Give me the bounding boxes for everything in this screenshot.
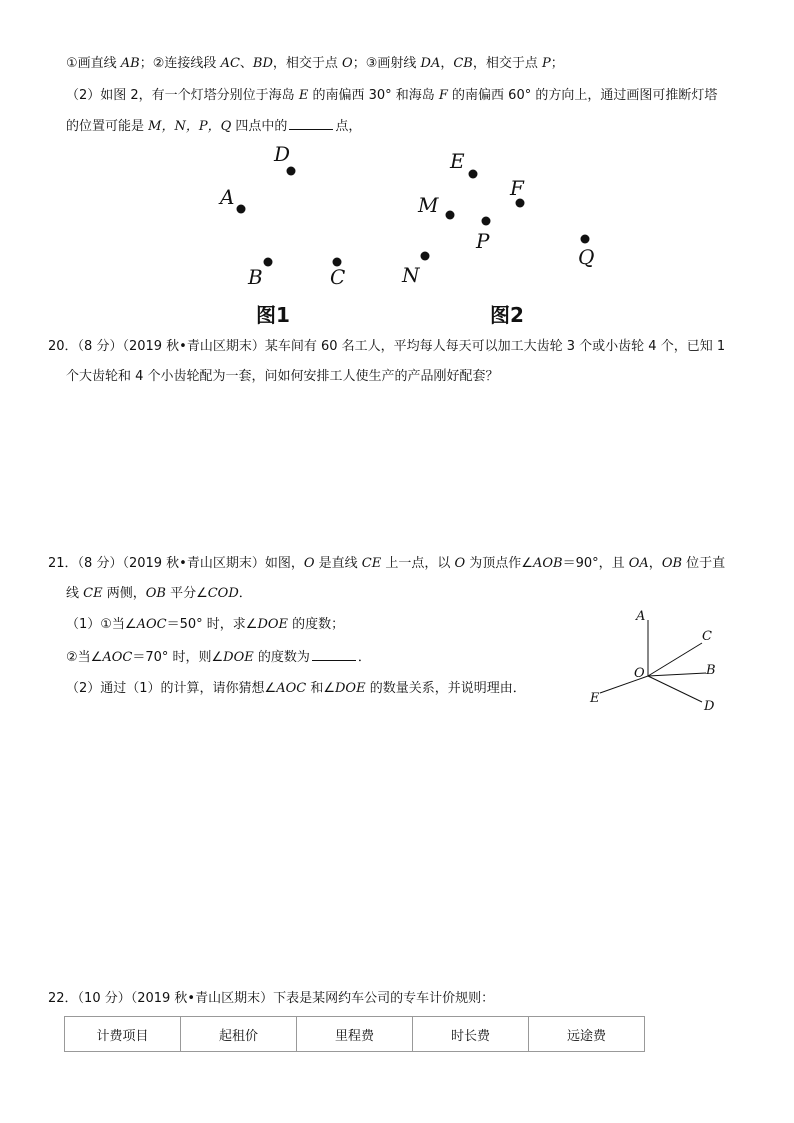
- figure-1-caption: 图1: [256, 303, 290, 327]
- label-e: E: [450, 149, 465, 173]
- text: 四点中的: [231, 119, 288, 134]
- text: 连接线段: [164, 56, 221, 71]
- table-header-cell: 时长费: [413, 1017, 529, 1052]
- point-d: [287, 167, 296, 176]
- q22-line-1: 22．（10 分）（2019 秋•青山区期末）下表是某网约车公司的专车计价规则：: [48, 991, 495, 1006]
- math-var: BD: [252, 56, 273, 71]
- table-header-cell: 计费项目: [65, 1017, 181, 1052]
- label-e: E: [590, 691, 600, 706]
- label-m: M: [418, 193, 439, 217]
- math-var: AB: [120, 56, 140, 71]
- text: ，: [648, 556, 662, 571]
- label-f: F: [510, 176, 524, 200]
- circled-number: ③: [365, 56, 378, 71]
- figure-2-caption: 图2: [490, 303, 524, 327]
- math-var: E: [298, 88, 309, 103]
- label-o: O: [634, 666, 645, 681]
- label-q: Q: [578, 245, 595, 269]
- q20-line-2: 个大齿轮和 4 个小齿轮配为一套，问如何安排工人使生产的产品刚好配套？: [66, 369, 499, 384]
- point-a: [237, 205, 246, 214]
- text: 上一点，以: [381, 556, 455, 571]
- point-q: [581, 235, 590, 244]
- ray-oc: [648, 643, 702, 676]
- label-b: B: [248, 265, 263, 289]
- math-var: M，N，P，Q: [148, 119, 232, 134]
- answer-blank[interactable]: [312, 648, 356, 661]
- math-var: AC: [220, 56, 240, 71]
- table-header-cell: 里程费: [297, 1017, 413, 1052]
- math-var: F: [438, 88, 448, 103]
- q19-figures: [0, 0, 794, 340]
- text: 平分∠: [165, 586, 208, 601]
- label-n: N: [402, 263, 420, 287]
- table-header-cell: 远途费: [529, 1017, 645, 1052]
- q21-figure: [580, 600, 740, 720]
- point-p: [482, 217, 491, 226]
- math-var: AOC: [136, 617, 167, 632]
- q21-part2: [66, 680, 526, 698]
- text: ，相交于点: [272, 56, 343, 71]
- math-var: OB: [661, 556, 683, 571]
- math-var: AOC: [102, 650, 133, 665]
- text: ；: [352, 56, 366, 71]
- table-header-cell: 起租价: [181, 1017, 297, 1052]
- q21-part1-1: [66, 616, 344, 634]
- point-e: [469, 170, 478, 179]
- label-c: C: [702, 629, 712, 644]
- text: 21．（8 分）（2019 秋•青山区期末）如图，: [48, 556, 304, 571]
- text: 的数量关系，并说明理由．: [365, 681, 526, 696]
- math-var: O: [342, 56, 353, 71]
- ray-ob: [648, 673, 706, 676]
- q21-part1-2: [66, 648, 371, 667]
- text: ．: [357, 650, 371, 665]
- text: 位于直: [682, 556, 726, 571]
- text: 和∠: [306, 681, 335, 696]
- text: 点，: [335, 119, 362, 134]
- math-var: DOE: [223, 650, 254, 665]
- circled-number: ②: [152, 56, 165, 71]
- math-var: AOB: [532, 556, 563, 571]
- text: 画射线: [377, 56, 421, 71]
- math-var: DOE: [257, 617, 289, 632]
- text: 画直线: [77, 56, 121, 71]
- text: 两侧，: [102, 586, 146, 601]
- q21-line-1: [48, 555, 725, 573]
- math-var: OA: [628, 556, 649, 571]
- text: 的度数；: [288, 617, 345, 632]
- point-n: [421, 252, 430, 261]
- text: （1）①当∠: [66, 617, 137, 632]
- table-row: [65, 1017, 645, 1052]
- text: ，: [440, 56, 454, 71]
- label-c: C: [330, 265, 346, 289]
- text: 线: [66, 586, 84, 601]
- math-var: CB: [453, 56, 473, 71]
- text: ．: [238, 586, 252, 601]
- label-b: B: [706, 663, 716, 678]
- text: ，相交于点: [472, 56, 542, 71]
- text: ＝70° 时，则∠: [132, 650, 224, 665]
- math-var: OB: [145, 586, 166, 601]
- text: 为顶点作∠: [465, 556, 533, 571]
- text: ；: [550, 56, 564, 71]
- label-d: D: [274, 142, 291, 166]
- text: （2）通过（1）的计算，请你猜想∠: [66, 681, 277, 696]
- q20-line-1: 20．（8 分）（2019 秋•青山区期末）某车间有 60 名工人，平均每人每天可以加工大齿轮 3 个或小齿轮 4 个，已知 1: [48, 339, 726, 354]
- figure-1: [218, 142, 345, 327]
- figure-2: [401, 149, 594, 327]
- math-var: O: [454, 556, 466, 571]
- text: ②当∠: [66, 650, 103, 665]
- math-var: COD: [207, 586, 239, 601]
- math-var: P: [542, 56, 551, 71]
- text: 的南偏西 30° 和海岛: [308, 88, 439, 103]
- text: ＝50° 时，求∠: [166, 617, 258, 632]
- text: 是直线: [314, 556, 362, 571]
- pricing-table: [64, 1016, 645, 1052]
- label-p: P: [476, 229, 490, 253]
- math-var: CE: [361, 556, 382, 571]
- text: 的位置可能是: [66, 119, 149, 134]
- ray-od: [648, 676, 702, 702]
- text: 、: [239, 56, 253, 71]
- label-a: A: [636, 609, 646, 624]
- text: ；: [139, 56, 153, 71]
- q21-line-2: [66, 585, 252, 603]
- text: ＝90°，且: [562, 556, 629, 571]
- label-d: D: [704, 699, 715, 714]
- text: 的度数为: [253, 650, 310, 665]
- point-b: [264, 258, 273, 267]
- label-a: A: [220, 185, 235, 209]
- math-var: O: [303, 556, 315, 571]
- math-var: DA: [420, 56, 441, 71]
- math-var: CE: [83, 586, 103, 601]
- point-m: [446, 211, 455, 220]
- text: 的南偏西 60° 的方向上，通过画图可推断灯塔: [447, 88, 718, 103]
- circled-number: ①: [66, 56, 78, 71]
- math-var: DOE: [335, 681, 366, 696]
- text: （2）如图 2，有一个灯塔分别位于海岛: [66, 88, 299, 103]
- math-var: AOC: [276, 681, 307, 696]
